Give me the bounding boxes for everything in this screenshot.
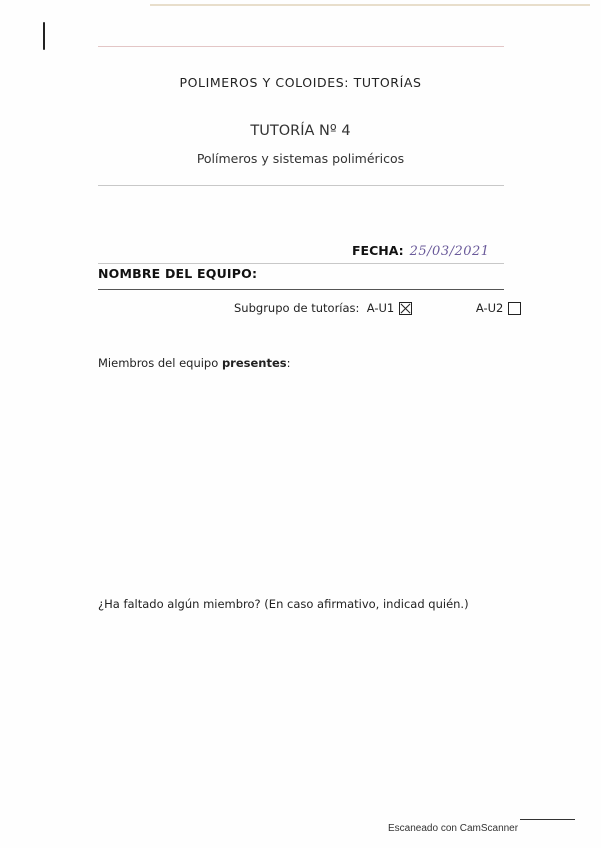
subgroup-option-label: A-U2	[475, 301, 504, 315]
scan-edge-artifact	[150, 4, 590, 6]
watermark-rule	[520, 819, 575, 820]
camscanner-watermark: Escaneado con CamScanner	[388, 823, 519, 834]
members-label-prefix: Miembros del equipo	[98, 356, 222, 370]
team-name-label: NOMBRE DEL EQUIPO:	[98, 266, 258, 281]
subgroup-label: Subgrupo de tutorías:	[234, 301, 360, 315]
date-value-handwritten: 25/03/2021	[409, 244, 490, 259]
subgroup-option-a-u1[interactable]	[363, 301, 412, 315]
date-field	[352, 240, 490, 259]
header-top-rule	[98, 46, 504, 47]
subgroup-option-a-u2[interactable]	[476, 301, 522, 315]
team-top-rule	[98, 263, 504, 264]
course-title: POLIMEROS Y COLOIDES: TUTORÍAS	[179, 75, 422, 90]
subgroup-option-label: A-U1	[366, 301, 395, 315]
members-present-label	[98, 356, 291, 370]
absent-members-question: ¿Ha faltado algún miembro? (En caso afirmativo, indicad quién.)	[98, 597, 469, 611]
checkbox-empty-icon[interactable]	[508, 302, 521, 315]
team-bottom-rule	[98, 289, 504, 290]
subgroup-selector	[234, 301, 521, 315]
checkbox-checked-icon[interactable]	[399, 302, 412, 315]
scan-margin-mark	[43, 22, 45, 50]
tutoria-subtitle: Polímeros y sistemas poliméricos	[196, 151, 405, 166]
tutoria-number: TUTORÍA Nº 4	[250, 123, 351, 139]
header-bottom-rule	[98, 185, 504, 186]
members-label-bold: presentes	[221, 356, 287, 370]
members-label-suffix: :	[286, 356, 291, 370]
date-label: FECHA:	[352, 243, 404, 258]
